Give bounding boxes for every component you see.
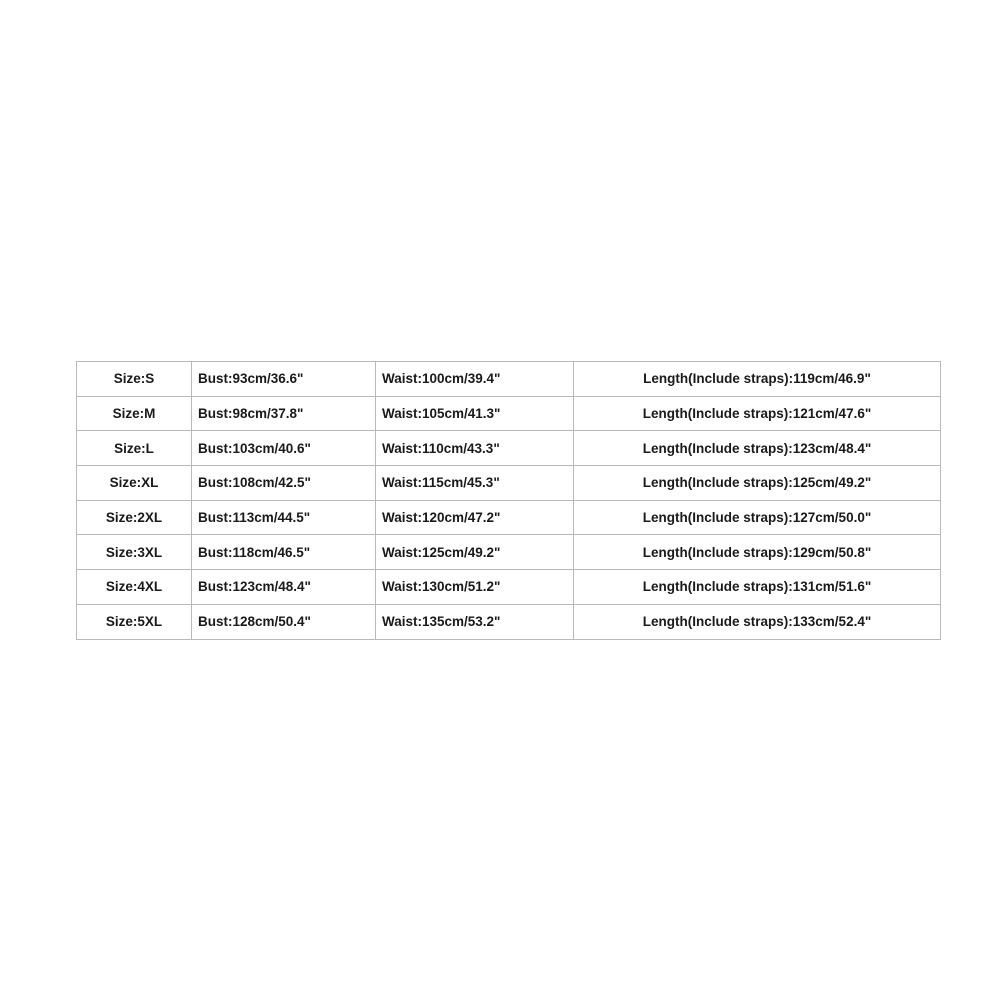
cell-waist: Waist:100cm/39.4" [376, 362, 574, 397]
cell-size: Size:XL [77, 466, 192, 501]
cell-bust: Bust:98cm/37.8" [192, 396, 376, 431]
cell-waist: Waist:135cm/53.2" [376, 604, 574, 639]
cell-waist: Waist:130cm/51.2" [376, 570, 574, 605]
cell-length: Length(Include straps):121cm/47.6" [574, 396, 941, 431]
table-row [77, 362, 941, 397]
cell-size: Size:S [77, 362, 192, 397]
cell-bust: Bust:93cm/36.6" [192, 362, 376, 397]
table-row [77, 604, 941, 639]
cell-size: Size:3XL [77, 535, 192, 570]
table-row [77, 466, 941, 501]
cell-waist: Waist:110cm/43.3" [376, 431, 574, 466]
cell-length: Length(Include straps):123cm/48.4" [574, 431, 941, 466]
cell-size: Size:4XL [77, 570, 192, 605]
cell-bust: Bust:108cm/42.5" [192, 466, 376, 501]
cell-length: Length(Include straps):119cm/46.9" [574, 362, 941, 397]
cell-waist: Waist:120cm/47.2" [376, 500, 574, 535]
cell-size: Size:M [77, 396, 192, 431]
cell-size: Size:5XL [77, 604, 192, 639]
table-row [77, 396, 941, 431]
cell-bust: Bust:123cm/48.4" [192, 570, 376, 605]
cell-length: Length(Include straps):133cm/52.4" [574, 604, 941, 639]
size-chart-body [77, 362, 941, 640]
table-row [77, 535, 941, 570]
size-chart-table [76, 361, 941, 640]
table-row [77, 570, 941, 605]
table-row [77, 500, 941, 535]
cell-size: Size:L [77, 431, 192, 466]
cell-length: Length(Include straps):125cm/49.2" [574, 466, 941, 501]
cell-waist: Waist:105cm/41.3" [376, 396, 574, 431]
cell-waist: Waist:125cm/49.2" [376, 535, 574, 570]
size-chart [76, 361, 888, 640]
cell-bust: Bust:118cm/46.5" [192, 535, 376, 570]
cell-bust: Bust:113cm/44.5" [192, 500, 376, 535]
cell-length: Length(Include straps):127cm/50.0" [574, 500, 941, 535]
table-row [77, 431, 941, 466]
cell-bust: Bust:128cm/50.4" [192, 604, 376, 639]
cell-bust: Bust:103cm/40.6" [192, 431, 376, 466]
cell-length: Length(Include straps):129cm/50.8" [574, 535, 941, 570]
cell-size: Size:2XL [77, 500, 192, 535]
cell-waist: Waist:115cm/45.3" [376, 466, 574, 501]
cell-length: Length(Include straps):131cm/51.6" [574, 570, 941, 605]
